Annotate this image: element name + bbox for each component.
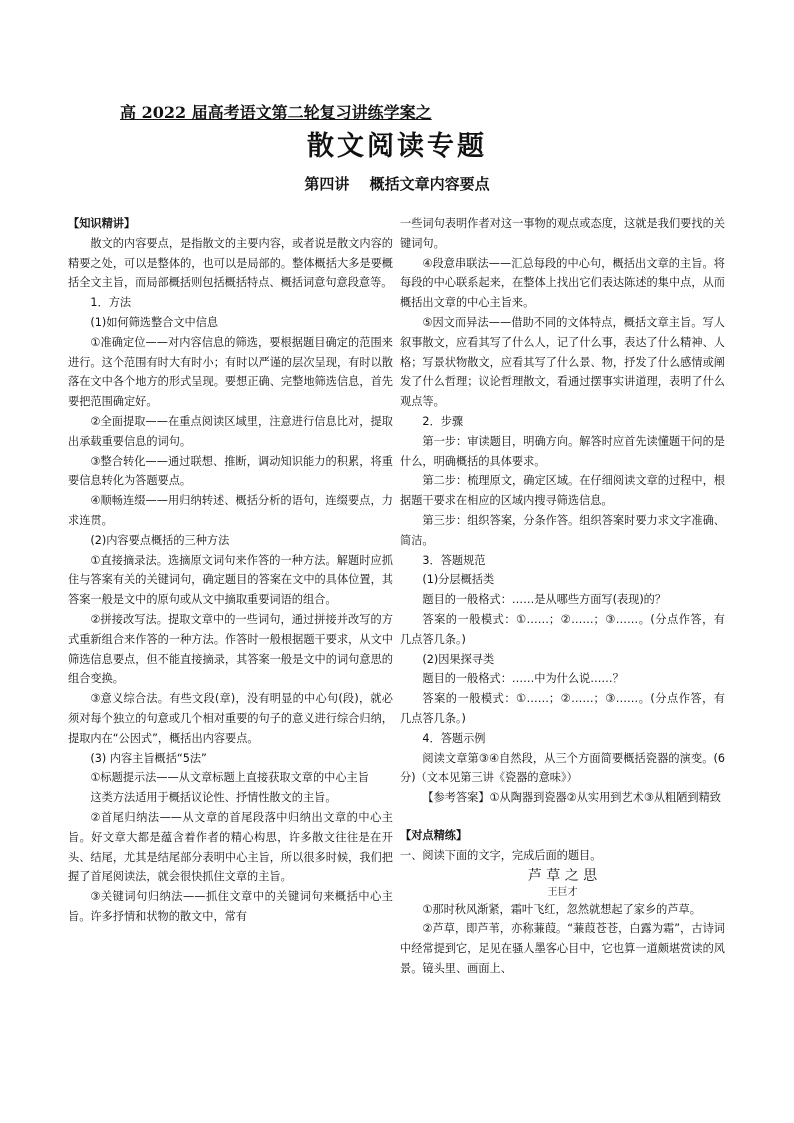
page-title: 散文阅读专题	[307, 131, 487, 162]
paragraph: 题目的一般格式：……中为什么说……？	[422, 672, 624, 686]
paragraph: ③关键词句归纳法——抓住文章中的关键词句来概括中心主旨。许多抒情和状物的散文中，常有	[68, 890, 393, 923]
paragraph: ②芦草，即芦苇，亦称蒹葭。“蒹葭苍苍，白露为霜”，古诗词中经常提到它，足见在骚人墨客心目中，它也算一道颇堪赏读的风景。镜头里、画面上、	[400, 922, 725, 975]
paragraph: 第三步：组织答案，分条作答。组织答案时要力求文字准确、简洁。	[400, 513, 725, 547]
paragraph: 2．步骤	[422, 414, 464, 428]
paragraph: 芦 草 之 思	[527, 867, 598, 884]
paragraph: 一些词句表明作者对这一事物的观点或态度，这就是我们要找的关键词句。	[400, 217, 725, 250]
paragraph: (1)分层概括类	[422, 573, 495, 587]
paragraph: 答案的一般模式：①……；②……；③……。(分点作答，有几点答几条。)	[400, 692, 725, 725]
paragraph: ②全面提取——在重点阅读区域里，注意进行信息比对，提取出承载重要信息的词句。	[68, 414, 393, 448]
paragraph: 【参考答案】①从陶器到瓷器②从实用到艺术③从粗陋到精致	[422, 791, 721, 805]
paragraph: 【对点精练】	[400, 828, 468, 842]
paragraph: 散文的内容要点，是指散文的主要内容，或者说是散文内容的精要之处，可以是整体的，也可以是局部的。整体概括大多是要概括全文主旨，而局部概括则包括概括特点、概括词意句意段意等。	[68, 236, 393, 290]
paragraph: ①直接摘录法。选摘原文词句来作答的一种方法。解题时应抓住与答案有关的关键词句，确定题目的答案在文中的具体位置，其答案一般是文中的原句或从文中摘取重要词语的组合。	[68, 553, 393, 607]
right-column	[400, 214, 725, 979]
paragraph: 【知识精讲】	[68, 217, 136, 230]
paragraph: (3) 内容主旨概括“5法”	[90, 751, 207, 765]
paragraph: ①标题提示法——从文章标题上直接获取文章的中心主旨	[90, 771, 369, 785]
paragraph: 题目的一般格式：……是从哪些方面写(表现)的？	[422, 593, 667, 607]
paragraph: 王巨才	[547, 886, 578, 898]
paragraph: 这类方法适用于概括议论性、抒情性散文的主旨。	[90, 791, 337, 805]
paragraph: 答案的一般模式：①……；②……；③……。(分点作答，有几点答几条。)	[400, 612, 725, 646]
paragraph: ④顺畅连缀——用归纳转述、概括分析的语句，连缀要点，力求连贯。	[68, 494, 393, 527]
series-heading: 高 2022 届高考语文第二轮复习讲练学案之	[120, 103, 432, 122]
paragraph: (2)因果探寻类	[422, 652, 495, 666]
paragraph: (1)如何筛选整合文中信息	[90, 315, 219, 329]
paragraph: 一、阅读下面的文字，完成后面的题目。	[400, 848, 602, 862]
left-column	[68, 214, 393, 927]
paragraph: ③意义综合法。有些文段(章)，没有明显的中心句(段)，就必须对每个独立的句意或几个相对重要的句子的意义进行综合归纳，提取内在“公因式”，概括出内容要点。	[68, 692, 393, 745]
paragraph: 1．方法	[90, 296, 132, 310]
paragraph: 4．答题示例	[422, 731, 486, 745]
paragraph: ②拼接改写法。提取文章中的一些词句，通过拼接并改写的方式重新组合来作答的一种方法。作答时一般根据题干要求，从文中筛选信息要点，但不能直接摘录，其答案一般是文中的词句意思的组合变换。	[68, 612, 393, 686]
paragraph: ④段意串联法——汇总每段的中心句，概括出文章的主旨。将每段的中心联系起来，在整体上找出它们表达陈述的集中点，从而概括出文章的中心主旨来。	[400, 256, 725, 310]
paragraph: 3．答题规范	[422, 553, 486, 567]
paragraph: ①准确定位——对内容信息的筛选，要根据题目确定的范围来进行。这个范围有时大有时小；有时以严谨的层次呈现，有时以散落在文中各个地方的形式呈现。要想正确、完整地筛选信息，首先要把范围确定好。	[68, 335, 393, 409]
lecture-subtitle: 第四讲 概括文章内容要点	[304, 175, 490, 193]
paragraph: 第二步：梳理原文，确定区域。在仔细阅读文章的过程中，根据题干要求在相应的区域内搜寻筛选信息。	[400, 474, 725, 508]
paragraph: ②首尾归纳法——从文章的首尾段落中归纳出文章的中心主旨。好文章大都是蕴含着作者的精心构思，许多散文往往是在开头、结尾，尤其是结尾部分表明中心主旨，所以很多时候，我们把握了首尾阅读法，就会很快抓住文章的主旨。	[68, 810, 393, 884]
paragraph: 阅读文章第③④自然段，从三个方面简要概括瓷器的演变。(6分)（文本见第三讲《瓷器的意味》）	[400, 751, 725, 785]
paragraph: ①那时秋风渐紧，霜叶飞红，忽然就想起了家乡的芦草。	[422, 902, 701, 916]
paragraph: (2)内容要点概括的三种方法	[90, 533, 230, 547]
paragraph: 第一步：审读题目，明确方向。解答时应首先读懂题干问的是什么，明确概括的具体要求。	[400, 434, 725, 468]
paragraph: ⑤因文而异法——借助不同的文体特点，概括文章主旨。写人叙事散文，应看其写了什么人，记了什么事，表达了什么精神、人格；写景状物散文，应看其写了什么景、物，抒发了什么感情或阐发了什么哲理；议论哲理散文，看通过摆事实讲道理，表明了什么观点等。	[400, 315, 725, 409]
paragraph: ③整合转化——通过联想、推断，调动知识能力的积累，将重要信息转化为答题要点。	[68, 454, 393, 488]
